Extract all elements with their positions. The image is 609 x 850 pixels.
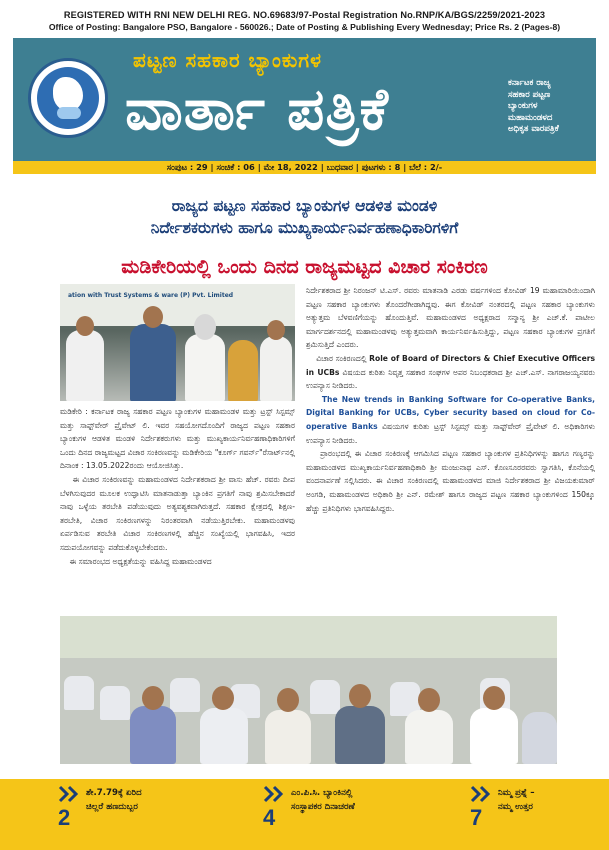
headline-blue <box>20 195 589 239</box>
person-head <box>267 320 285 340</box>
side-note-line: ಬ್ಯಾಂಕುಗಳ <box>508 101 538 111</box>
attendee-head <box>277 688 299 712</box>
footer-label-line: ಎಂ.ಪಿ.ಸಿ. ಬ್ಯಾಂಕಿನಲ್ಲಿ <box>291 788 353 798</box>
issue-info-bar: ಸಂಪುಟ : 29 | ಸಂಚಿಕೆ : 06 | ಮೇ 18, 2022 | ಬುಧವಾರ | ಪುಟಗಳು : 8 | ಬೆಲೆ : 2/- <box>13 161 596 174</box>
person-head <box>76 316 94 336</box>
person-figure <box>185 334 225 401</box>
article-paragraph <box>306 393 595 447</box>
chair <box>100 686 130 720</box>
footer-index <box>0 779 609 850</box>
person-head <box>143 306 163 328</box>
article-text: ಪ್ರಾರಂಭದಲ್ಲಿ ಈ ವಿಚಾರ ಸಂಕಿರಣಕ್ಕೆ ಆಗಮಿಸಿದ ಪಟ್ಟಣ ಸಹಕಾರ ಬ್ಯಾಂಕುಗಳ ಪ್ರತಿನಿಧಿಗಳನ್ನು ಹಾಗೂ ಗಣ್ಯರನ್ನು ಮಹಾಮಂಡಳದ ಮುಖ್ಯಕಾರ್ಯನಿರ್ವಹಣಾಧಿಕಾರಿ ಶ್ರೀ ಮಂಜುನಾಥ ಎಸ್. ಕೊಣಸೂರರವರು ಸ್ವಾಗತಿಸಿ, ಕೊನೆಯಲ್ಲಿ ವಂದನಾರ್ಪಣೆ ಸಲ್ಲಿಸಿದರು. ಈ ವಿಚಾರ ಸಂಕಿರಣದಲ್ಲಿ ಮಹಾಮಂಡಳದ ಮಾಜಿ ನಿರ್ದೇಶಕರಾದ ಶ್ರೀ ವಿಜಯಕುಮಾರ್ ಅಂಗಡಿ, ಮಹಾಮಂಡಳದ ಅಧಿಕಾರಿ ಶ್ರೀ ಎನ್. ರಮೇಶ್ ಹಾಗೂ ರಾಜ್ಯದ ಪಟ್ಟಣ ಸಹಕಾರ ಬ್ಯಾಂಕುಗಳಿಂದ 150ಕ್ಕೂ ಹೆಚ್ಚು ಪ್ರತಿನಿಧಿಗಳು ಭಾಗವಹಿಸಿದ್ದರು. <box>306 449 595 513</box>
federation-logo <box>28 58 108 138</box>
attendee <box>200 708 248 764</box>
chair <box>64 676 94 710</box>
attendee <box>470 708 518 764</box>
article-text: ಈ ಸಮಾರಂಭದ ಅಧ್ಯಕ್ಷತೆಯನ್ನು ವಹಿಸಿದ್ದ ಮಹಾಮಂಡಳದ <box>69 556 212 566</box>
registration-line-2: Office of Posting: Bangalore PSO, Bangalore - 560026.; Date of Posting & Publishing Every Wednesday; Price Rs. 2 (Pages-8) <box>48 22 561 32</box>
event-banner <box>60 284 295 326</box>
attendee <box>335 706 385 764</box>
footer-item-label <box>498 786 535 814</box>
side-note-line: ಅಧಿಕೃತ ವಾರಪತ್ರಿಕೆ <box>508 124 559 134</box>
article-paragraph <box>60 473 295 555</box>
side-note-line: ಮಹಾಮಂಡಳದ <box>508 112 553 123</box>
article-text: ವಿಷಯದ ಕುರಿತು ನಿವೃತ್ತ ಸಹಕಾರ ಸಂಘಗಳ ಅಪರ ನಿಬಂಧಕರಾದ ಶ್ರೀ ಎಚ್.ಎಸ್. ನಾಗರಾಜಯ್ಯನವರು ಉಪನ್ಯಾಸ ನೀಡಿದರು. <box>306 367 595 391</box>
article-paragraph <box>60 555 295 569</box>
footer-label-line: ನಿಮ್ಮ ಪ್ರಶ್ನೆ – <box>498 788 535 798</box>
handshake-icon <box>57 107 81 119</box>
footer-label-line: ನಮ್ಮ ಉತ್ತರ <box>498 802 533 812</box>
side-note-line: ಸಹಕಾರ ಪಟ್ಟಣ <box>508 89 551 100</box>
person-figure <box>260 336 292 401</box>
article-text: ವಿಚಾರ ಸಂಕಿರಣದಲ್ಲಿ <box>316 353 370 363</box>
lamp-lighting-photo <box>60 284 295 401</box>
headline-line-2: ನಿರ್ದೇಶಕರುಗಳು ಹಾಗೂ ಮುಖ್ಯಕಾರ್ಯನಿರ್ವಹಣಾಧಿಕಾರಿಗಳಿಗೆ <box>150 219 459 237</box>
footer-page-number: 2 <box>58 805 71 830</box>
audience-photo <box>60 616 557 764</box>
article-right-column <box>306 284 595 515</box>
footer-item-label <box>86 786 142 814</box>
attendee-head <box>212 686 234 710</box>
article-left-column <box>60 405 295 568</box>
person-figure <box>66 330 104 401</box>
attendee-head <box>142 686 164 710</box>
double-chevron-right-icon <box>470 785 492 803</box>
attendee <box>522 712 557 764</box>
event-banner-text: ation with Trust Systems & ware (P) Pvt. Limited <box>68 292 234 299</box>
chair <box>170 678 200 712</box>
double-chevron-right-icon <box>58 785 80 803</box>
footer-label-line: ಸಂಸ್ಥಾಪಕರ ದಿನಾಚರಣೆ <box>291 802 355 812</box>
double-chevron-right-icon <box>263 785 285 803</box>
article-text: ಈ ವಿಚಾರ ಸಂಕಿರಣವನ್ನು ಮಹಾಮಂಡಳದ ನಿರ್ದೇಶಕರಾದ ಶ್ರೀ ವಾಸು ಹೆಚ್. ರವರು ದೀಪ ಬೆಳಗಿಸುವುದರ ಮೂಲಕ ಉದ್ಘಾಟಿಸಿ ಮಾತನಾಡುತ್ತಾ ಬ್ಯಾಂಕಿನ ಪ್ರಗತಿಗೆ ನಾವು ಶ್ರಮಿಸಬೇಕಾದರೆ ನಾವು ಒಳ್ಳೆಯ ತರಬೇತಿ ಪಡೆಯುವುದು ಅತ್ಯವಶ್ಯಕವಾಗಿರುತ್ತದೆ. ಸಹಕಾರ ಕ್ಷೇತ್ರದಲ್ಲಿ ಶಿಕ್ಷಣ-ತರಬೇತಿ, ವಿಚಾರ ಸಂಕಿರಣಗಳನ್ನು ನಿರಂತರವಾಗಿ ನಡೆಯುತ್ತಿರಬೇಕು. ಮಹಾಮಂಡಳವು ಏರ್ಪಡಿಸುವ ತರಬೇತಿ ವಿಚಾರ ಸಂಕಿರಣಗಳಲ್ಲಿ ಹೆಚ್ಚಿನ ಸಂಖ್ಯೆಯಲ್ಲಿ ಭಾಗವಹಿಸಿ, ಇದರ ಸದುಪಯೋಗವನ್ನು ಪಡೆದುಕೊಳ್ಳಬೇಕೆಂದರು. <box>60 474 296 552</box>
footer-page-number: 4 <box>263 805 276 830</box>
hall-wall <box>60 616 557 658</box>
article-english-topic: Role of Board of Directors & Chief Executive Officers in UCBs <box>306 353 596 377</box>
masthead <box>13 38 596 161</box>
footer-label-line: ಚಿಲ್ಲರೆ ಹಣದುಬ್ಬರ <box>86 802 138 812</box>
registration-header <box>0 10 609 32</box>
footer-item-label <box>291 786 355 814</box>
attendee <box>405 710 453 764</box>
article-paragraph <box>306 447 595 515</box>
footer-page-number: 7 <box>470 805 483 830</box>
article-text: ವಿಷಯಗಳ ಕುರಿತು ಟ್ರಸ್ಟ್ ಸಿಸ್ಟಮ್ಸ್ ಮತ್ತು ಸಾಫ್ಟ್‌ವೇರ್ ಪ್ರೈವೇಟ್ ಲಿ. ಅಧಿಕಾರಿಗಳು ಉಪನ್ಯಾಸ ನೀಡಿದರು. <box>306 421 595 445</box>
article-paragraph: ಮಡಿಕೇರಿ : ಕರ್ನಾಟಕ ರಾಜ್ಯ ಸಹಕಾರ ಪಟ್ಟಣ ಬ್ಯಾಂಕುಗಳ ಮಹಾಮಂಡಳ ಮತ್ತು ಟ್ರಸ್ಟ್ ಸಿಸ್ಟಮ್ಸ್ ಮತ್ತು ಸಾಫ್ಟ್‌ವೇರ್ ಪ್ರೈವೇಟ್ ಲಿ. ಇವರ ಸಹಯೋಗದೊಂದಿಗೆ ರಾಜ್ಯದ ಪಟ್ಟಣ ಸಹಕಾರ ಬ್ಯಾಂಕುಗಳ ಆಡಳಿತ ಮಂಡಳಿ ನಿರ್ದೇಶಕರುಗಳು ಮತ್ತು ಮುಖ್ಯಕಾರ್ಯನಿರ್ವಹಣಾಧಿಕಾರಿಗಳಿಗೆ ಒಂದು ದಿನದ ರಾಜ್ಯಮಟ್ಟದ ವಿಚಾರ ಸಂಕಿರಣವನ್ನು ಮಡಿಕೇರಿಯ "ಕೂರ್ಗ್ ಗವರ್ನ್"ರೆಸಾರ್ಟ್‌ನಲ್ಲಿ ದಿನಾಂಕ : 13.05.2022ರಂದು ಆಯೋಜಿಸಿತ್ತು. <box>60 407 295 471</box>
attendee-head <box>349 684 371 708</box>
article-paragraph: ನಿರ್ದೇಶಕರಾದ ಶ್ರೀ ನಿರಂಜನ್ ಟಿ.ಎಸ್. ರವರು ಮಾತನಾಡಿ ಎರಡು ವರ್ಷಗಳಿಂದ ಕೋವಿಡ್ 19 ಮಹಾಮಾರಿಯಿಂದಾಗಿ ಪಟ್ಟಣ ಸಹಕಾರ ಬ್ಯಾಂಕುಗಳು ತೊಂದರೆಗೀಡಾಗಿದ್ದವು. ಈಗ ಕೋವಿಡ್ ನಂತರದಲ್ಲಿ ಪಟ್ಟಣ ಸಹಕಾರ ಬ್ಯಾಂಕುಗಳು ಅತ್ಯುತ್ತಮ ಬೆಳವಣಿಗೆಯನ್ನು ಹೊಂದುತ್ತಿವೆ. ಮಹಾಮಂಡಳದ ಅಧ್ಯಕ್ಷರಾದ ಸನ್ಮಾನ್ಯ ಶ್ರೀ ಎಚ್.ಕೆ. ಪಾಟೀಲ ಮಾರ್ಗದರ್ಶನದಲ್ಲಿ ಮಹಾಮಂಡಳವು ಅತ್ಯುತ್ತಮವಾಗಿ ಕಾರ್ಯನಿರ್ವಹಿಸುತ್ತಿದ್ದು, ಪಟ್ಟಣ ಸಹಕಾರ ಬ್ಯಾಂಕುಗಳ ಪ್ರಗತಿಗೆ ಶ್ರಮಿಸುತ್ತಿದೆ ಎಂದರು. <box>306 286 595 350</box>
registration-line-1: REGISTERED WITH RNI NEW DELHI REG. NO.69683/97-Postal Registration No.RNP/KA/BGS/2259/2021-2023 <box>63 10 546 20</box>
headline-line-1: ರಾಜ್ಯದ ಪಟ್ಟಣ ಸಹಕಾರ ಬ್ಯಾಂಕುಗಳ ಆಡಳಿತ ಮಂಡಳಿ <box>171 197 438 215</box>
article-paragraph <box>306 352 595 393</box>
headline-red: ಮಡಿಕೇರಿಯಲ್ಲಿ ಒಂದು ದಿನದ ರಾಜ್ಯಮಟ್ಟದ ವಿಚಾರ ಸಂಕಿರಣ <box>121 256 488 278</box>
chair <box>310 680 340 714</box>
masthead-subtitle: ಪಟ್ಟಣ ಸಹಕಾರ ಬ್ಯಾಂಕುಗಳ <box>133 48 322 72</box>
side-note-line: ಕರ್ನಾಟಕ ರಾಜ್ಯ <box>508 78 551 88</box>
attendee <box>265 710 311 764</box>
attendee-head <box>483 686 505 710</box>
attendee <box>130 706 176 764</box>
person-head <box>194 314 216 340</box>
person-figure <box>130 324 176 401</box>
masthead-side-note <box>508 78 590 136</box>
article-english-topic: The New trends in Banking Software for Co-operative Banks, Digital Banking for UCBs, Cyber security based on cloud for Co-operative Banks <box>306 394 596 431</box>
masthead-title: ವಾರ್ತಾ ಪತ್ರಿಕೆ <box>125 75 389 143</box>
attendee-head <box>418 688 440 712</box>
footer-label-line: ಶೇ.7.79ಕ್ಕೆ ಏರಿದ <box>86 788 142 798</box>
lamp-stand <box>228 340 258 401</box>
karnataka-map-icon <box>53 77 83 111</box>
